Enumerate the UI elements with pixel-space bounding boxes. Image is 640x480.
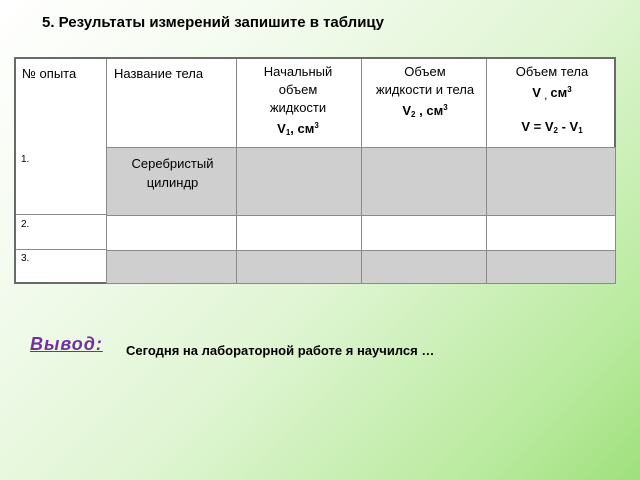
header-initial-volume-formula: $V_1$, $см^3$ [277, 121, 319, 137]
initial-volume-cell[interactable] [236, 250, 362, 284]
name-cell[interactable] [106, 147, 237, 216]
row-divider [16, 214, 106, 215]
conclusion-label: Вывод: [30, 334, 103, 354]
header-initial-volume-text: Начальный объем жидкости [263, 64, 333, 115]
body-volume-cell[interactable] [486, 215, 616, 251]
conclusion-text: Сегодня на лабораторной работе я научился … [126, 343, 435, 358]
liquid-body-volume-cell[interactable] [361, 215, 487, 251]
header-liquid-body-volume-formula: $V_2$ , $см^3$ [402, 103, 448, 119]
header-body-volume [488, 63, 616, 140]
header-body-volume-text: Объем тела [515, 64, 589, 79]
header-liquid-body-volume-text: Объем жидкости и тела [375, 64, 475, 97]
row-number: 3. [21, 253, 30, 264]
name-cell[interactable] [106, 250, 237, 284]
row-number: 1. [21, 154, 30, 165]
body-name-value: Серебристый цилиндр [131, 156, 214, 190]
liquid-body-volume-cell[interactable] [361, 147, 487, 216]
liquid-body-volume-cell[interactable] [361, 250, 487, 284]
header-body-volume-formula: $V = V_2 - V_1$ [521, 119, 583, 135]
row-divider [16, 249, 106, 250]
header-experiment-number: № опыта [22, 66, 77, 81]
body-volume-cell[interactable] [486, 250, 616, 284]
body-volume-cell[interactable] [486, 147, 616, 216]
task-title: 5. Результаты измерений запишите в таблицу [42, 14, 384, 31]
name-cell[interactable] [106, 215, 237, 251]
header-initial-volume [238, 63, 358, 142]
header-body-name: Название тела [114, 66, 204, 81]
initial-volume-cell[interactable] [236, 147, 362, 216]
row-number: 2. [21, 219, 30, 230]
header-body-volume-unit: V $_,$ $см^3$ [532, 85, 572, 101]
header-liquid-body-volume [364, 63, 486, 124]
results-table [14, 57, 616, 284]
initial-volume-cell[interactable] [236, 215, 362, 251]
